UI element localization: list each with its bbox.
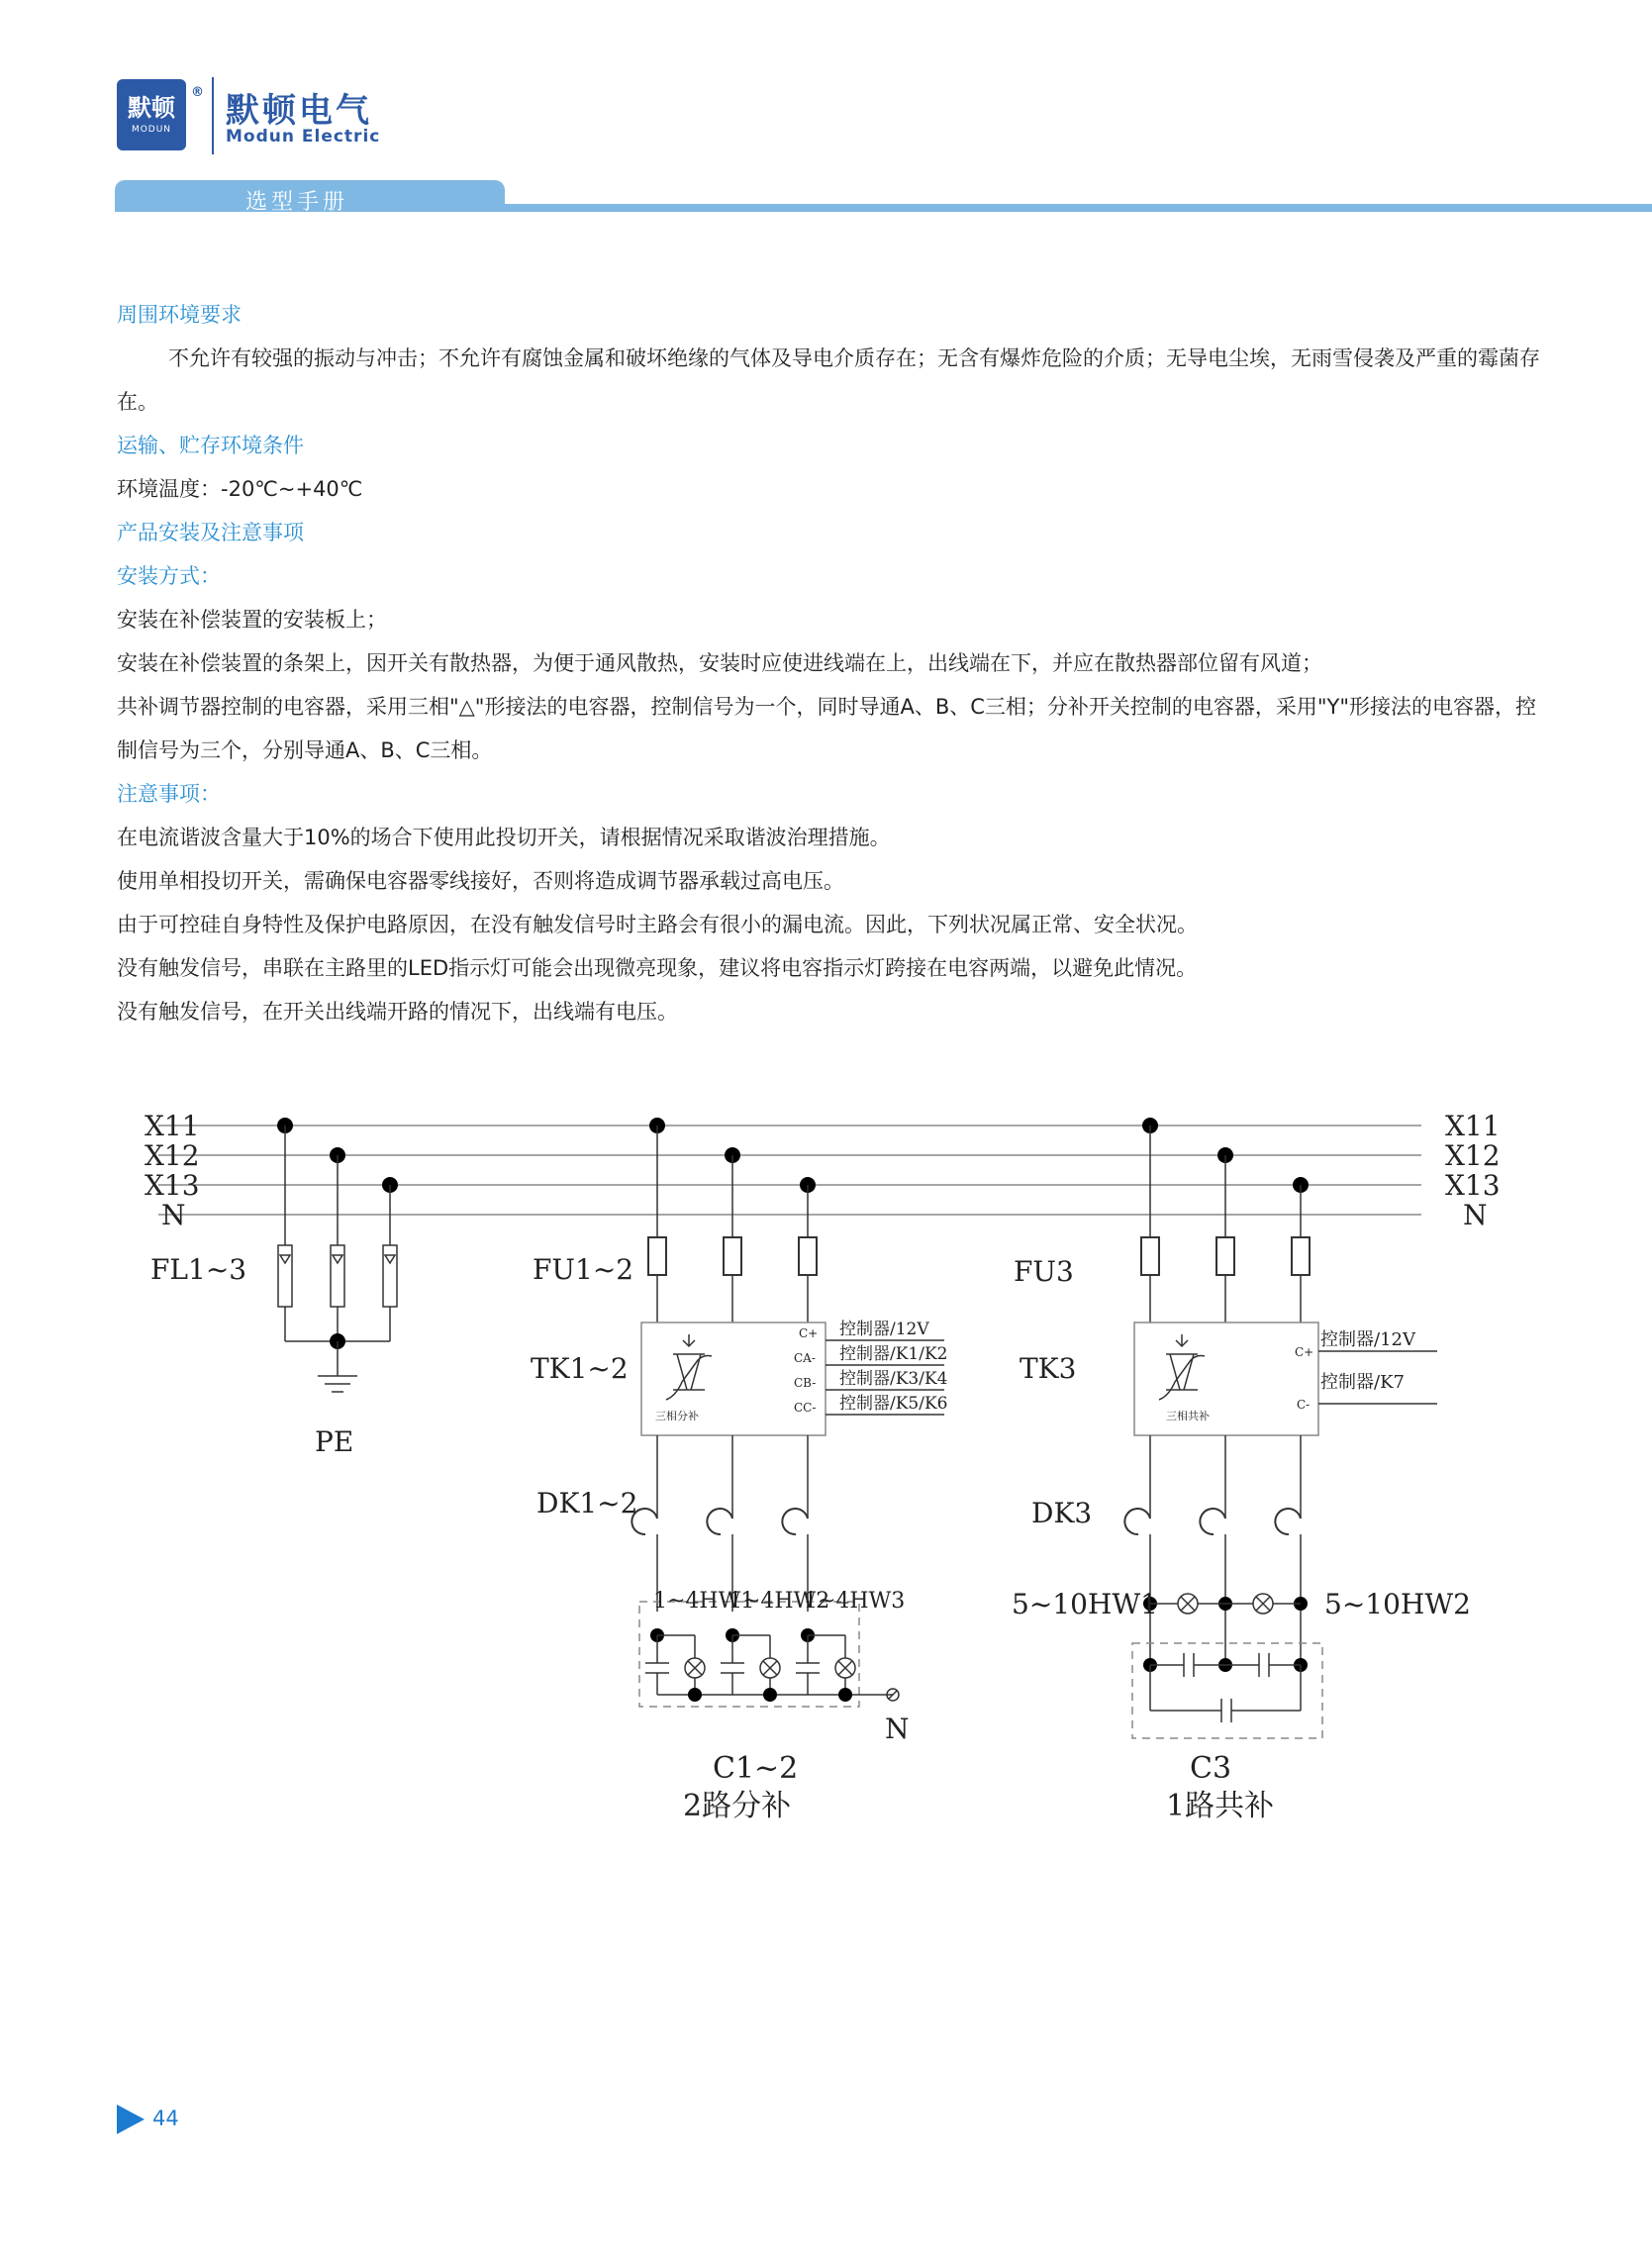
tk12-term-ca: CA- — [794, 1351, 816, 1365]
heading-install-method: 安装方式： — [117, 564, 221, 588]
tk12-ctrl-k3k4: 控制器/K3/K4 — [839, 1369, 948, 1389]
caption-c12: 2路分补 — [683, 1789, 792, 1823]
section-tab-label: 选型手册 — [245, 190, 349, 215]
tk12-ctrl-k5k6: 控制器/K5/K6 — [839, 1394, 948, 1414]
bus-label-n: N — [161, 1199, 186, 1231]
wiring-diagram — [117, 1089, 1501, 1841]
page-arrow-icon — [117, 2105, 145, 2134]
registered-mark: ® — [191, 85, 204, 100]
bus-lines — [158, 1126, 1421, 1215]
label-fu3: FU3 — [1014, 1255, 1074, 1288]
section-tab-line — [505, 204, 1652, 212]
logo-text-en: MODUN — [131, 125, 172, 135]
note-line: 在电流谐波含量大于10%的场合下使用此投切开关，请根据情况采取谐波治理措施。 — [117, 826, 891, 849]
bus-label-x13-right: X13 — [1445, 1169, 1501, 1202]
hw12-label-2: 1~4HW2 — [729, 1589, 830, 1614]
hw12-label-3: 1~4HW3 — [804, 1589, 906, 1614]
label-c3: C3 — [1190, 1751, 1232, 1786]
note-line: 没有触发信号，在开关出线端开路的情况下，出线端有电压。 — [117, 1000, 678, 1024]
tk3-control-labels — [1320, 1329, 1416, 1393]
bus-label-x12-right: X12 — [1445, 1139, 1501, 1172]
note-line: 由于可控硅自身特性及保护电路原因，在没有触发信号时主路会有很小的漏电流。因此，下列状况属正常、安全状况。 — [117, 913, 1198, 936]
hw12-labels — [653, 1589, 905, 1614]
label-n-out: N — [885, 1713, 910, 1745]
brand-name-en: Modun Electric — [226, 127, 381, 147]
caption-c3: 1路共补 — [1166, 1789, 1275, 1823]
install-line: 安装在补偿装置的安装板上； — [117, 608, 387, 632]
page-number: 44 — [152, 2106, 179, 2130]
tk3-terminals — [1295, 1345, 1313, 1412]
tk3-ctrl-12v: 控制器/12V — [1320, 1329, 1415, 1350]
tk12-term-cc: CC- — [794, 1401, 817, 1415]
heading-environment: 周围环境要求 — [117, 303, 242, 327]
common-compensation-branch — [1124, 1118, 1437, 1738]
tk3-ctrl-k7: 控制器/K7 — [1320, 1372, 1405, 1393]
label-hw3-right: 5~10HW2 — [1324, 1588, 1471, 1620]
heading-installation: 产品安装及注意事项 — [117, 521, 304, 544]
tk12-terminals — [794, 1326, 818, 1415]
header-divider — [212, 77, 214, 154]
label-dk3: DK3 — [1031, 1497, 1093, 1529]
note-line: 使用单相投切开关，需确保电容器零线接好，否则将造成调节器承载过高电压。 — [117, 869, 844, 893]
paragraph-environment: 不允许有较强的振动与冲击；不允许有腐蚀金属和破坏绝缘的气体及导电介质存在；无含有爆炸危险的介质；无导电尘埃，无雨雪侵袭及严重的霉菌存在。 — [117, 346, 1540, 414]
hw12-label-1: 1~4HW1 — [653, 1589, 755, 1614]
bus-label-x13: X13 — [145, 1169, 200, 1202]
tk3-term-cplus: C+ — [1295, 1345, 1314, 1359]
bus-label-x12: X12 — [145, 1139, 200, 1172]
label-fl: FL1~3 — [150, 1253, 247, 1286]
tk12-control-labels — [839, 1320, 948, 1414]
tk12-term-cplus: C+ — [799, 1326, 819, 1340]
install-line: 共补调节器控制的电容器，采用三相"△"形接法的电容器，控制信号为一个，同时导通A、B、C三相；分补开关控制的电容器，采用"Y"形接法的电容器，控制信号为三个，分别导通A、B、C三相。 — [117, 695, 1537, 762]
install-line: 安装在补偿装置的条架上，因开关有散热器，为便于通风散热，安装时应使进线端在上，出线端在下，并应在散热器部位留有风道； — [117, 651, 1322, 675]
label-hw3-left: 5~10HW1 — [1012, 1588, 1158, 1620]
label-pe: PE — [315, 1425, 354, 1458]
label-fu12: FU1~2 — [533, 1253, 634, 1286]
bus-label-n-right: N — [1463, 1199, 1488, 1231]
tk12-term-cb: CB- — [794, 1376, 817, 1390]
tk3-inner-label: 三相共补 — [1166, 1410, 1210, 1422]
note-line: 没有触发信号，串联在主路里的LED指示灯可能会出现微亮现象，建议将电容指示灯跨接在电容两端，以避免此情况。 — [117, 956, 1198, 980]
label-tk3: TK3 — [1020, 1352, 1077, 1385]
label-dk12: DK1~2 — [536, 1487, 638, 1519]
paragraph-temperature: 环境温度：-20℃~+40℃ — [117, 477, 363, 501]
heading-transport: 运输、贮存环境条件 — [117, 434, 304, 457]
document-body — [117, 293, 1552, 1033]
logo-text-cn: 默顿 — [128, 94, 175, 122]
bus-label-x11-right: X11 — [1445, 1110, 1501, 1142]
tk3-term-cminus: C- — [1297, 1398, 1311, 1412]
tk12-ctrl-12v: 控制器/12V — [839, 1320, 929, 1339]
label-tk12: TK1~2 — [531, 1352, 629, 1385]
brand-name-cn: 默顿电气 — [226, 91, 372, 131]
bus-labels-left — [145, 1110, 200, 1231]
tk12-ctrl-k1k2: 控制器/K1/K2 — [839, 1344, 948, 1364]
company-logo — [117, 79, 186, 150]
bus-labels-right — [1445, 1110, 1501, 1231]
tk12-inner-label: 三相分补 — [655, 1410, 699, 1422]
bus-label-x11: X11 — [145, 1110, 200, 1142]
surge-arrester-group — [277, 1118, 398, 1392]
heading-notes: 注意事项： — [117, 782, 221, 806]
label-c12: C1~2 — [713, 1751, 799, 1786]
